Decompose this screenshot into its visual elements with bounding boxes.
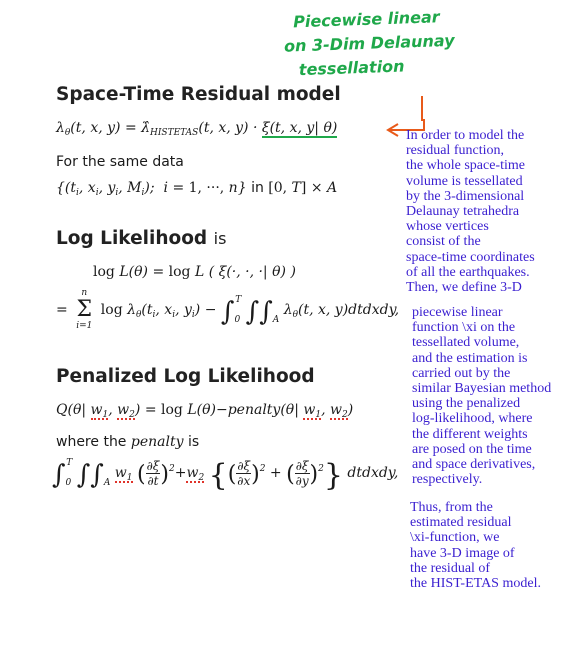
note-paragraph-1 [406, 128, 535, 295]
where-suffix: is [187, 434, 200, 450]
note-line: using the penalized [412, 396, 521, 412]
section-title-penalized: Penalized Log Likelihood [56, 366, 315, 387]
note-paragraph-2 [412, 305, 551, 487]
note-line: estimated residual [410, 515, 512, 531]
penalty-integral: $\int_0^T$ $\int\int_A$ $w_1$ ( $\frac{\partial\xi}{\partial t}$ )$^2+w_2$ {( $\frac{\partial\xi}{\partial x}$ )$^2$ + ( $\frac{\partial\xi}{\partial y}$ )$^2$} dtdxdy, [52, 458, 399, 493]
note-line: the HIST-ETAS model. [410, 576, 541, 592]
note-line: similar Bayesian method [412, 381, 552, 397]
data-set-equation: {($t_i$, $x_i$, $y_i$, $M_i$); i = 1, ···, n} in [0, T] × A [56, 180, 338, 198]
note-line: the different weights [412, 426, 528, 442]
handwritten-line-3: tessellation [298, 56, 405, 80]
handwritten-line-1: Piecewise linear [292, 7, 440, 32]
loglik-is: is [213, 229, 227, 248]
same-data-label: For the same data [56, 154, 184, 170]
model-equation: $\lambda_\theta(t$, x, $y) = \lambdâ_{HISTETAS}(t$, x, y) · ξ(t, x, y| θ) [56, 120, 338, 138]
note-line: residual function, [406, 143, 504, 159]
section-title-loglik [56, 228, 226, 249]
note-line: tessellated volume, [412, 335, 520, 351]
note-line: and space derivatives, [412, 457, 536, 473]
note-line: the residual of [410, 560, 491, 576]
handwritten-annotation [267, 5, 456, 83]
note-line: piecewise linear [412, 305, 503, 320]
loglik-line-1: log L(θ) = log L ( ξ(·, ·, ·| θ) ) [93, 264, 296, 280]
note-line: and the estimation is [412, 350, 528, 366]
where-penalty-line [56, 434, 199, 450]
model-xi-term: ξ(t, x, y| θ) [261, 120, 338, 136]
where-prefix: where the [56, 434, 127, 450]
note-line: carried out by the [412, 365, 511, 381]
note-line: log-likelihood, where [412, 411, 533, 427]
handwritten-line-2: on 3-Dim Delaunay [283, 30, 455, 56]
penalized-equation: Q(θ| $w_1$, $w_2) = \log$ L(θ)−penalty(θ| $w_1$, $w_2$) [56, 402, 354, 420]
note-line: volume is tessellated [406, 173, 523, 189]
section-title-model: Space-Time Residual model [56, 84, 341, 105]
note-line: Delaunay tetrahedra [406, 204, 520, 220]
note-line: the whole space-time [406, 158, 525, 174]
note-line: whose vertices [406, 219, 489, 235]
note-line: are posed on the time [412, 441, 532, 457]
note-line: Then, we define 3-D [406, 280, 522, 296]
note-line: Thus, from the [410, 500, 493, 515]
note-line: by the 3-dimensional [406, 188, 525, 204]
note-line: consist of the [406, 234, 481, 250]
note-line: \xi-function, we [410, 530, 500, 546]
note-line: respectively. [412, 472, 483, 488]
loglik-line-2: = n Σ i=1 $\log \lambda_\theta(t_i$, $x_i$, $y_i) - \int_0^T$ $\int\int_A$ $\lambda_\theta(t$, x, y)dtdxdy, [56, 288, 400, 331]
note-line: have 3-D image of [410, 545, 515, 561]
penalty-word: penalty [130, 434, 184, 450]
note-paragraph-3 [410, 500, 541, 591]
note-line: In order to model the [406, 128, 525, 143]
note-line: space-time coordinates [406, 249, 535, 265]
note-line: function \xi on the [412, 320, 516, 336]
loglik-title: Log Likelihood [56, 228, 208, 249]
note-line: of all the earthquakes. [406, 264, 530, 280]
